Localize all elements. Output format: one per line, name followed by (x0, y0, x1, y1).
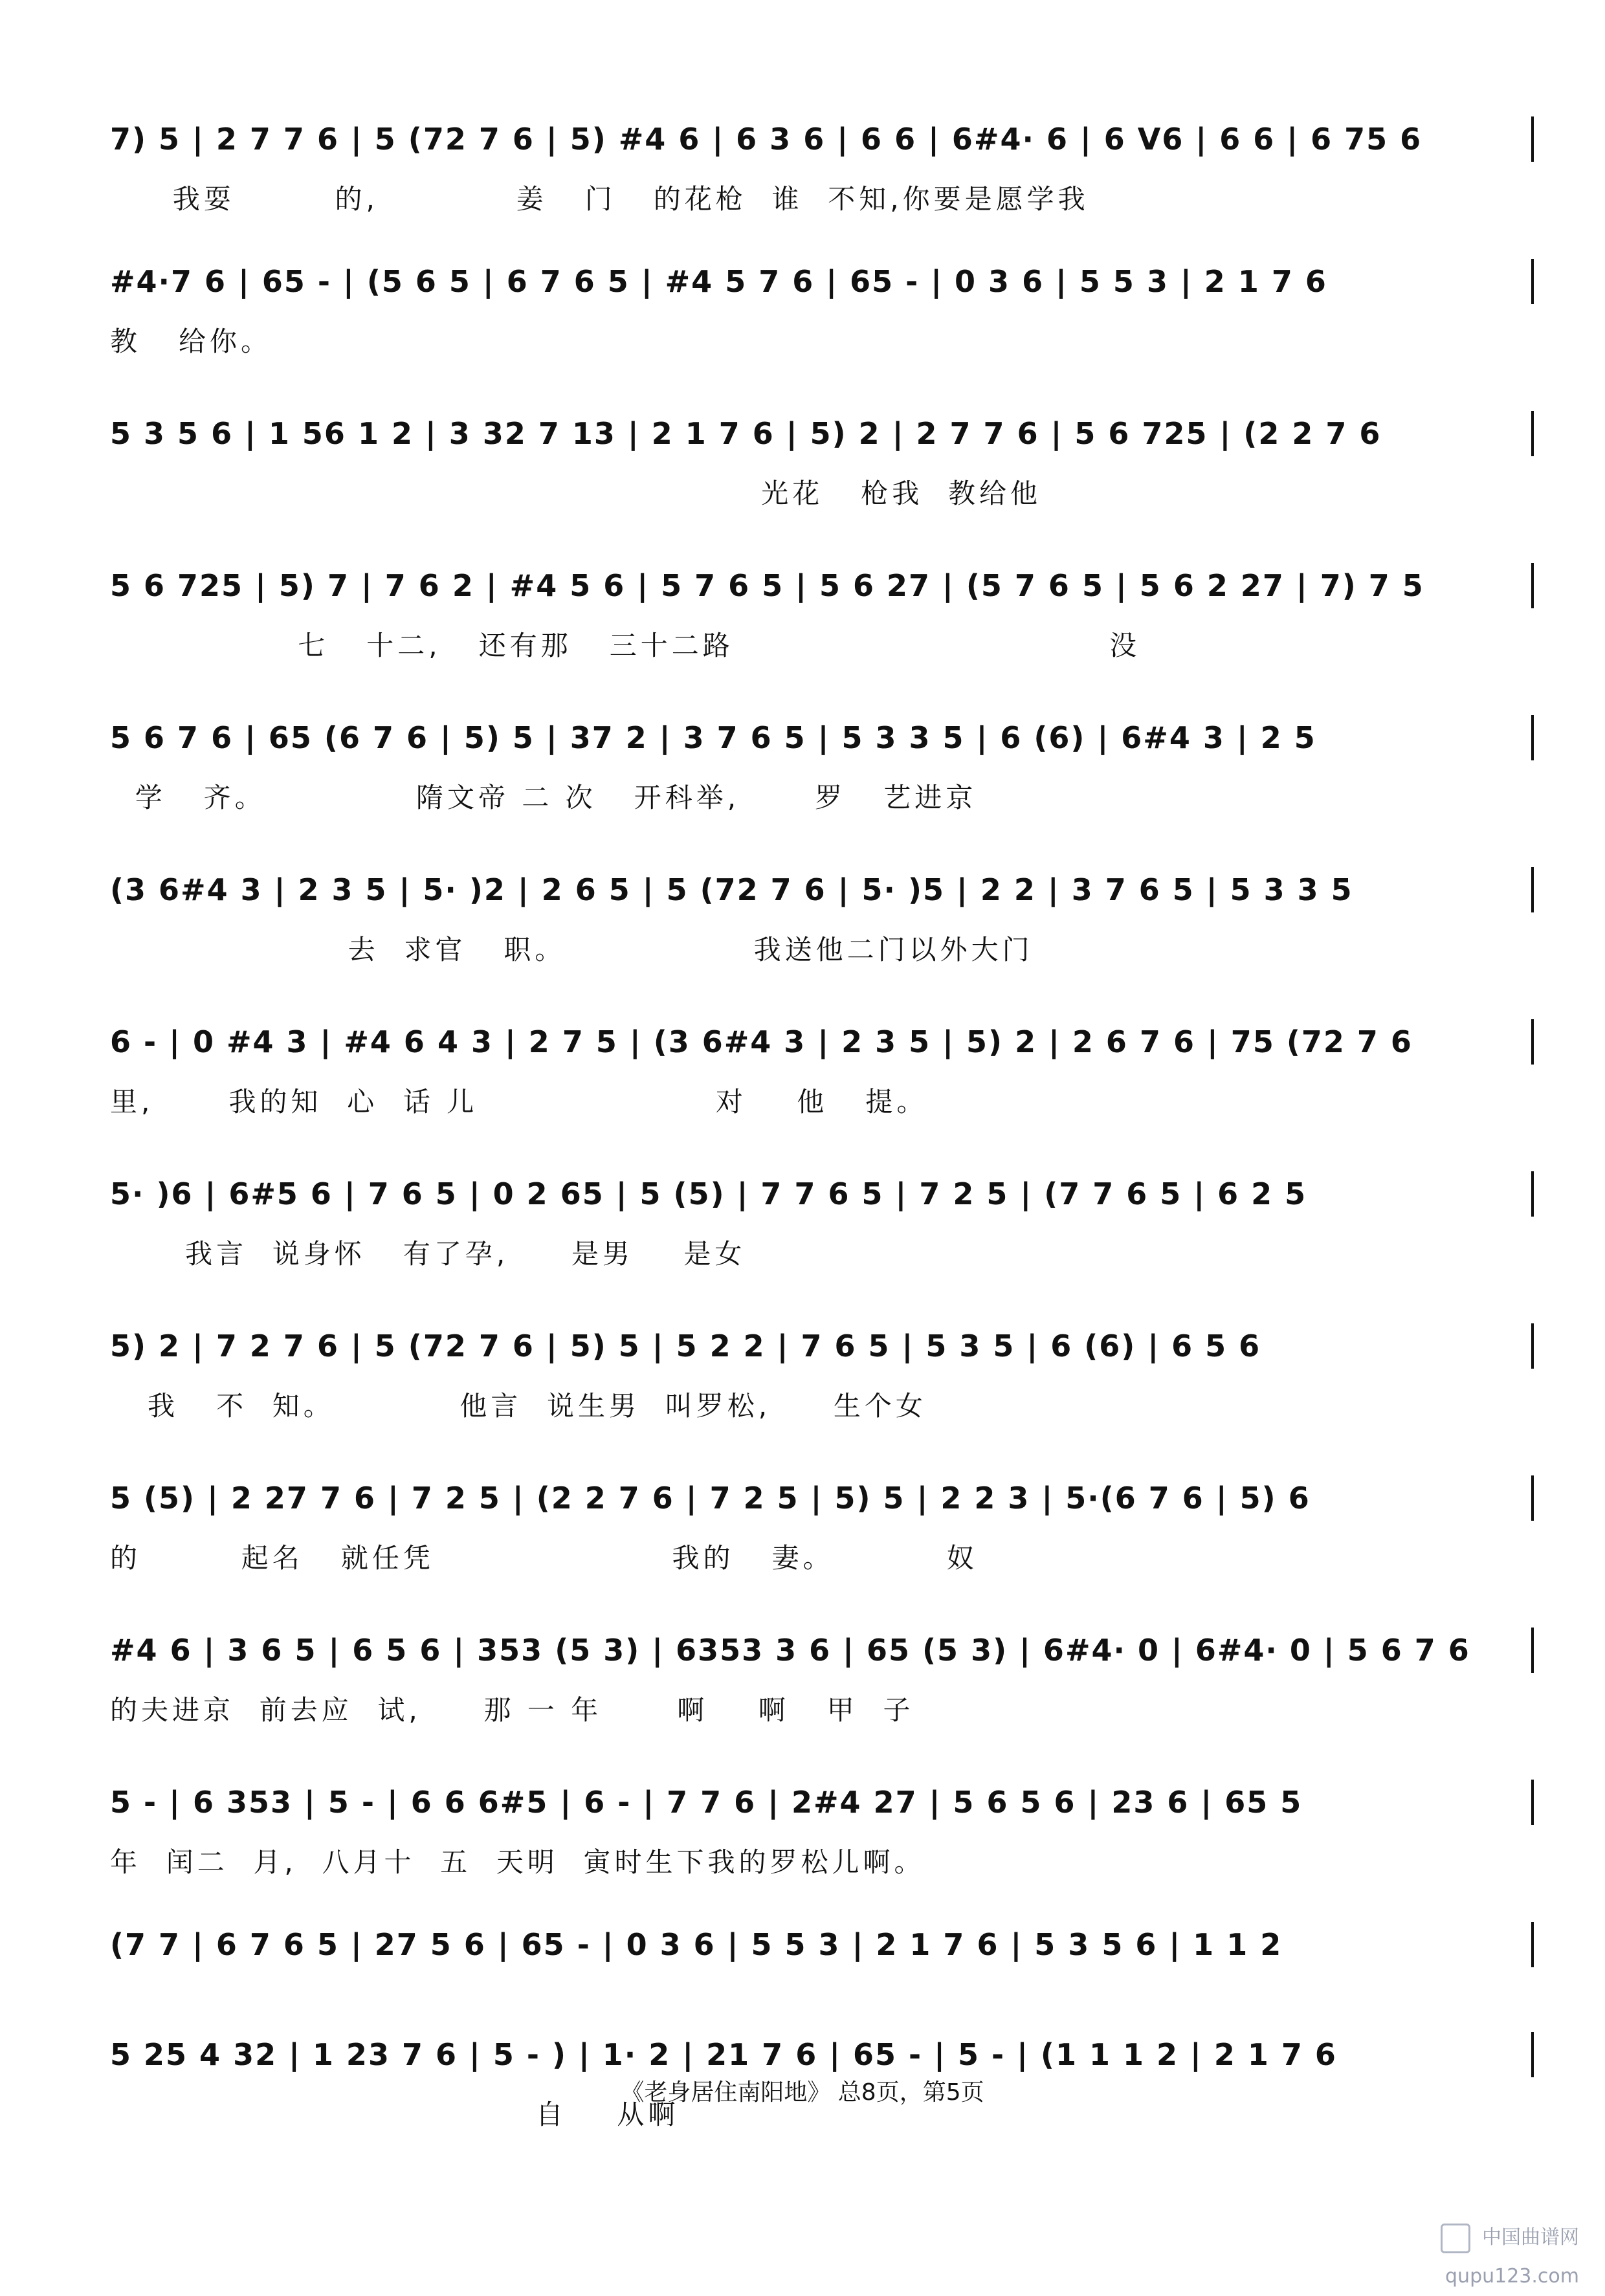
barline (1531, 1475, 1534, 1521)
lyric-line: 的 起名 就任凭 我的 妻。 奴 (110, 1542, 978, 1574)
lyric-line: 我耍 的, 姜 门 的花枪 谁 不知,你要是愿学我 (110, 183, 1089, 215)
score-system (110, 1000, 1534, 1129)
notation-line: 6 - | 0 #4 3 | #4 6 4 3 | 2 7 5 | (3 6#4 3 | 2 3 5 | 5) 2 | 2 6 7 6 | 75 (72 7 6 (110, 1024, 1413, 1059)
lyric-line: 里, 我的知 心 话 儿 对 他 提。 (110, 1086, 928, 1118)
barline (1531, 867, 1534, 912)
barline (1531, 2032, 1534, 2077)
score-system (110, 848, 1534, 977)
barline (1531, 563, 1534, 608)
lyric-line: 的夫进京 前去应 试, 那 一 年 啊 啊 甲 子 (110, 1694, 914, 1726)
notation-line: 5 6 7 6 | 65 (6 7 6 | 5) 5 | 37 2 | 3 7 6 5 | 5 3 3 5 | 6 (6) | 6#4 3 | 2 5 (110, 720, 1316, 755)
barline (1531, 411, 1534, 456)
notation-line: 5 25 4 32 | 1 23 7 6 | 5 - ) | 1· 2 | 21 7 6 | 65 - | 5 - | (1 1 1 2 | 2 1 7 6 (110, 2037, 1337, 2072)
notation-line: (3 6#4 3 | 2 3 5 | 5· )2 | 2 6 5 | 5 (72 7 6 | 5· )5 | 2 2 | 3 7 6 5 | 5 3 3 5 (110, 872, 1353, 907)
barline (1531, 1323, 1534, 1369)
barline (1531, 1922, 1534, 1967)
logo-text: 中国曲谱网 qupu123.com (1445, 2226, 1579, 2288)
lyric-line: 我 不 知。 他言 说生男 叫罗松, 生个女 (110, 1390, 927, 1422)
site-logo (1430, 2218, 1579, 2288)
score-system (110, 1760, 1534, 1890)
logo-icon (1441, 2224, 1470, 2253)
barline (1531, 259, 1534, 304)
notation-line: #4·7 6 | 65 - | (5 6 5 | 6 7 6 5 | #4 5 7 6 | 65 - | 0 3 6 | 5 5 3 | 2 1 7 6 (110, 264, 1327, 299)
notation-line: 5 3 5 6 | 1 56 1 2 | 3 32 7 13 | 2 1 7 6 | 5) 2 | 2 7 7 6 | 5 6 725 | (2 2 7 6 (110, 416, 1382, 451)
lyric-line: 光花 枪我 教给他 (110, 478, 1041, 509)
lyric-line: 年 闰二 月, 八月十 五 天明 寅时生下我的罗松儿啊。 (110, 1846, 925, 1878)
notation-line: 5 6 725 | 5) 7 | 7 6 2 | #4 5 6 | 5 7 6 5 | 5 6 27 | (5 7 6 5 | 5 6 2 27 | 7) 7 5 (110, 568, 1424, 603)
notation-line: 5) 2 | 7 2 7 6 | 5 (72 7 6 | 5) 5 | 5 2 2 | 7 6 5 | 5 3 5 | 6 (6) | 6 5 6 (110, 1329, 1261, 1363)
notation-line: 7) 5 | 2 7 7 6 | 5 (72 7 6 | 5) #4 6 | 6 3 6 | 6 6 | 6#4· 6 | 6 V6 | 6 6 | 6 75 6 (110, 122, 1422, 157)
score-system (110, 1152, 1534, 1281)
score-system (110, 1608, 1534, 1738)
barline (1531, 1171, 1534, 1217)
score-system (110, 696, 1534, 825)
notation-line: #4 6 | 3 6 5 | 6 5 6 | 353 (5 3) | 6353 3 6 | 65 (5 3) | 6#4· 0 | 6#4· 0 | 5 6 7 6 (110, 1633, 1470, 1668)
barline (1531, 715, 1534, 760)
lyric-line: 去 求官 职。 我送他二门以外大门 (110, 934, 1034, 966)
barline (1531, 1628, 1534, 1673)
score-system (110, 97, 1534, 226)
lyric-line: 我言 说身怀 有了孕, 是男 是女 (110, 1238, 746, 1270)
notation-line: 5 - | 6 353 | 5 - | 6 6 6#5 | 6 - | 7 7 6 | 2#4 27 | 5 6 5 6 | 23 6 | 65 5 (110, 1785, 1303, 1820)
score-system (110, 392, 1534, 521)
barline (1531, 116, 1534, 162)
page-footer: 《老身居住南阳地》 总8页，第5页 (621, 2079, 984, 2106)
score-system (110, 1304, 1534, 1433)
notation-line: (7 7 | 6 7 6 5 | 27 5 6 | 65 - | 0 3 6 | 5 5 3 | 2 1 7 6 | 5 3 5 6 | 1 1 2 (110, 1927, 1283, 1962)
notation-line: 5 (5) | 2 27 7 6 | 7 2 5 | (2 2 7 6 | 7 2 5 | 5) 5 | 2 2 3 | 5·(6 7 6 | 5) 6 (110, 1481, 1311, 1516)
lyric-line: 教 给你。 (110, 326, 272, 357)
lyric-line: 自 从啊 (110, 2099, 680, 2130)
score-system (110, 544, 1534, 673)
barline (1531, 1019, 1534, 1065)
notation-line: 5· )6 | 6#5 6 | 7 6 5 | 0 2 65 | 5 (5) | 7 7 6 5 | 7 2 5 | (7 7 6 5 | 6 2 5 (110, 1176, 1307, 1211)
score-system (110, 239, 1534, 369)
score-system (110, 1456, 1534, 1585)
lyric-line: 学 齐。 隋文帝 二 次 开科举, 罗 艺进京 (110, 782, 977, 813)
barline (1531, 1780, 1534, 1825)
lyric-line: 七 十二, 还有那 三十二路 没 (110, 630, 1141, 661)
